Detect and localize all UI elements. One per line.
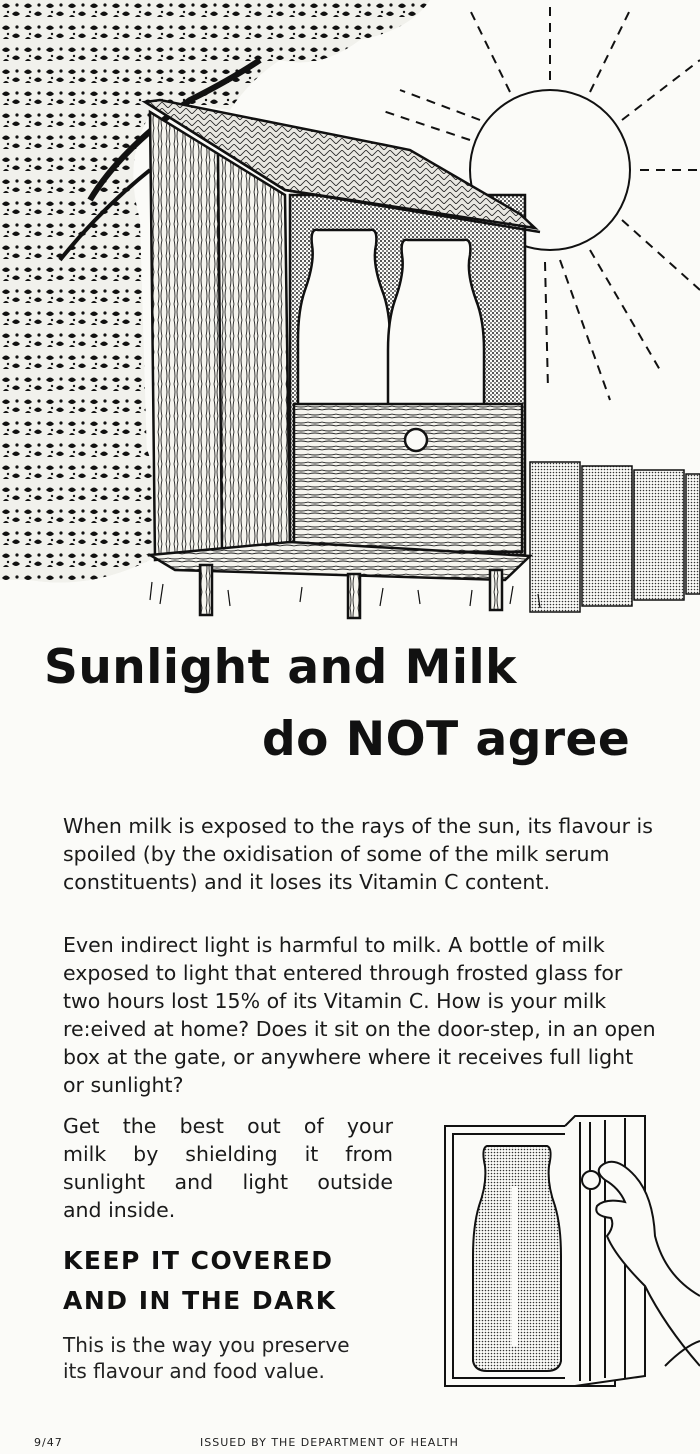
footer-issuer: ISSUED BY THE DEPARTMENT OF HEALTH <box>200 1436 459 1449</box>
paragraph-3-line: and inside. <box>63 1198 176 1222</box>
garden-fence <box>530 462 700 612</box>
body-paragraph-3 <box>63 1112 393 1224</box>
milk-bottle-left <box>298 230 390 425</box>
body-paragraph-2: Even indirect light is harmful to milk. A bottle of milk exposed to light that entered through frosted glass for two hours lost 15% of its Vitamin C. How is your milk re:eived at home? Does it sit on the door-step, in an open box at the gate, or anywhere where it receives full light or sunlight? <box>63 933 656 1097</box>
slogan-line-2: AND IN THE DARK <box>63 1286 337 1315</box>
headline-line-2: do NOT agree <box>262 712 631 767</box>
milk-bottle-right <box>388 240 484 425</box>
closing-line-1: This is the way you preserve <box>63 1333 350 1357</box>
footer-code: 9/47 <box>34 1436 63 1449</box>
paragraph-3-line: sunlight and light outside <box>63 1170 393 1194</box>
closing-line-2: its flavour and food value. <box>63 1359 325 1383</box>
slogan-line-1: KEEP IT COVERED <box>63 1246 334 1275</box>
paragraph-3-line: milk by shielding it from <box>63 1142 393 1166</box>
body-paragraph-1: When milk is exposed to the rays of the sun, its flavour is spoiled (by the oxidisation of some of the milk serum constituents) and it loses its Vitamin C content. <box>63 814 653 894</box>
box-knob <box>405 429 427 451</box>
milk-box-illustration <box>0 0 700 630</box>
closing-text <box>63 1332 393 1384</box>
headline-line-1: Sunlight and Milk <box>44 640 517 695</box>
paragraph-3-line: Get the best out of your <box>63 1114 393 1138</box>
hand-and-bottle-illustration <box>415 1106 700 1406</box>
